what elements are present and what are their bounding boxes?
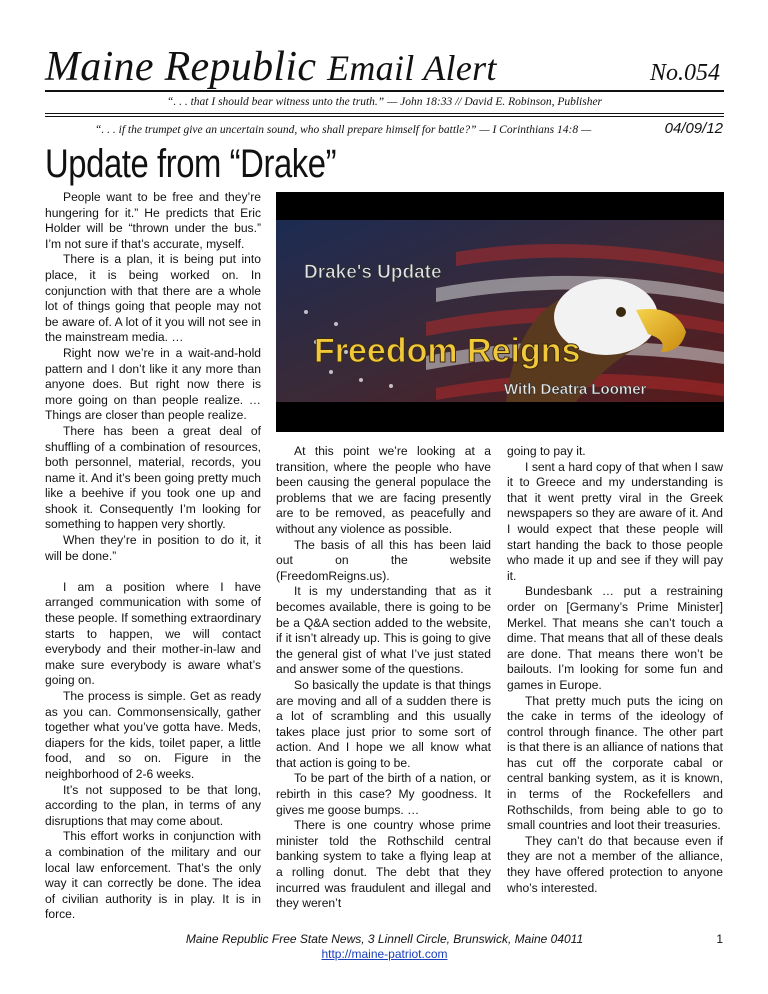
paragraph: Bundesbank … put a restraining order on [Germany’s Prime Minister] Merkel. That means she can’t touch a dime. That means that all of these deals are done. That means there won’t be bailouts. I’m looking for some fun and games in Europe.	[507, 584, 723, 692]
paragraph: There is a plan, it is being put into place, it is being worked on. In conjunction with that there are a whole lot of things going that people may not be aware of. A lot of it you will not see in the mainstream media. …	[45, 252, 261, 345]
paragraph: I am a position where I have arranged communication with some of these people. If something extraordinary starts to happen, we will contact everybody and their mother-in-law and make sure everybody is aware what’s going on.	[45, 579, 261, 688]
paragraph: So basically the update is that things are moving and all of a sudden there is a lot of scrambling and this usually takes place just prior to some sort of action. And I hope we all know what that action is going to be.	[276, 677, 491, 770]
image-byline-text: With Deatra Loomer	[504, 381, 647, 398]
article-column-2	[276, 444, 491, 912]
paragraph: There has been a great deal of shuffling of a combination of resources, both personnel, material, records, you name it. And it’s been going pretty much like a beehive if you took one up and shook it. Consequently I’m looking for something to happen very shortly.	[45, 423, 261, 532]
issue-date: 04/09/12	[664, 120, 723, 137]
page-number: 1	[716, 932, 723, 946]
paragraph: That pretty much puts the icing on the cake in terms of the ideology of control through finance. The other part is that there is an alliance of nations that has cut off the corporate cabal or central banking system, as it is known, in terms of the Rockefellers and Rothschilds, from being able to go to small countries and loot their treasuries.	[507, 693, 723, 833]
issue-number: No.054	[649, 60, 720, 86]
paragraph: It’s not supposed to be that long, according to the plan, in terms of any disruptions that may come about.	[45, 782, 261, 828]
article-column-1	[45, 190, 261, 923]
masthead-rule-mid	[45, 113, 724, 114]
article-image	[276, 192, 724, 432]
masthead-rule-top	[45, 90, 724, 92]
paragraph: Right now we’re in a wait-and-hold pattern and I don’t like it any more than anyone does. But right now there is more going on than people realize. … Things are closer than people realize.	[45, 345, 261, 423]
article-column-3	[507, 444, 723, 896]
quote-john: “. . . that I should bear witness unto the truth.” — John 18:33 // David E. Robinson, Publisher	[166, 96, 603, 108]
paragraph: There is one country whose prime minister told the Rothschild central banking system to take a flying leap at a rolling donut. The debt that they incurred was fraudulent and illegal and they weren’t	[276, 818, 491, 911]
paragraph: It is my understanding that as it becomes available, there is going to be be a Q&A section added to the website, if it isn’t already up. This is going to give the general gist of what I’ve just stated and answer some of the questions.	[276, 584, 491, 677]
masthead-title-sub: Email Alert	[327, 48, 497, 88]
paragraph: I sent a hard copy of that when I saw it to Greece and my understanding is that it went pretty viral in the Greek newspapers so they are aware of it. And I would expect that these people will start handing the back to those people who made it up and see if they will pay it.	[507, 459, 723, 583]
masthead-title	[45, 42, 497, 93]
paragraph: At this point we’re looking at a transition, where the people who have been causing the general populace the problems that we are facing presently are to be removed, as peacefully and without any violence as possible.	[276, 444, 491, 536]
paragraph: To be part of the birth of a nation, or rebirth in this case? My goodness. It gives me goose bumps. …	[276, 771, 491, 817]
paragraph: They can’t do that because even if they are not a member of the alliance, they have offered protection to anyone who’s interested.	[507, 833, 723, 895]
article-headline: Update from “Drake”	[45, 142, 337, 186]
quote-corinthians: “. . . if the trumpet give an uncertain sound, who shall prepare himself for battle?” — I Corinthians 14:8 —	[95, 124, 592, 136]
paragraph: The process is simple. Get as ready as you can. Commonsensically, gather together what you’ve gotta have. Meds, diapers for the kids, toilet paper, a little food, and so on. Figure in the neighborhood of 2-6 weeks.	[45, 689, 261, 781]
masthead-title-main: Maine Republic	[45, 44, 317, 90]
masthead-rule-mid-2	[45, 116, 724, 117]
paragraph: This effort works in conjunction with a combination of the military and our local law enforcement. That’s the only way it can correctly be done. The idea of civilian authority is in play. It is in force.	[45, 829, 261, 922]
paragraph: People want to be free and they’re hungering for it.” He predicts that Eric Holder will be “thrown under the bus.” I’m not sure if that’s accurate, myself.	[45, 190, 261, 251]
image-banner-text: Freedom Reigns	[314, 332, 581, 370]
paragraph: When they’re in position to do it, it will be done.”	[45, 533, 261, 563]
image-title-text: Drake's Update	[304, 262, 442, 283]
drake-update-graphic	[276, 192, 724, 432]
paragraph: going to pay it.	[507, 444, 586, 458]
footer-address: Maine Republic Free State News, 3 Linnell Circle, Brunswick, Maine 04011	[185, 932, 584, 946]
paragraph: The basis of all this has been laid out on the website (FreedomReigns.us).	[276, 537, 491, 583]
footer-url-link[interactable]: http://maine-patriot.com	[321, 947, 448, 961]
